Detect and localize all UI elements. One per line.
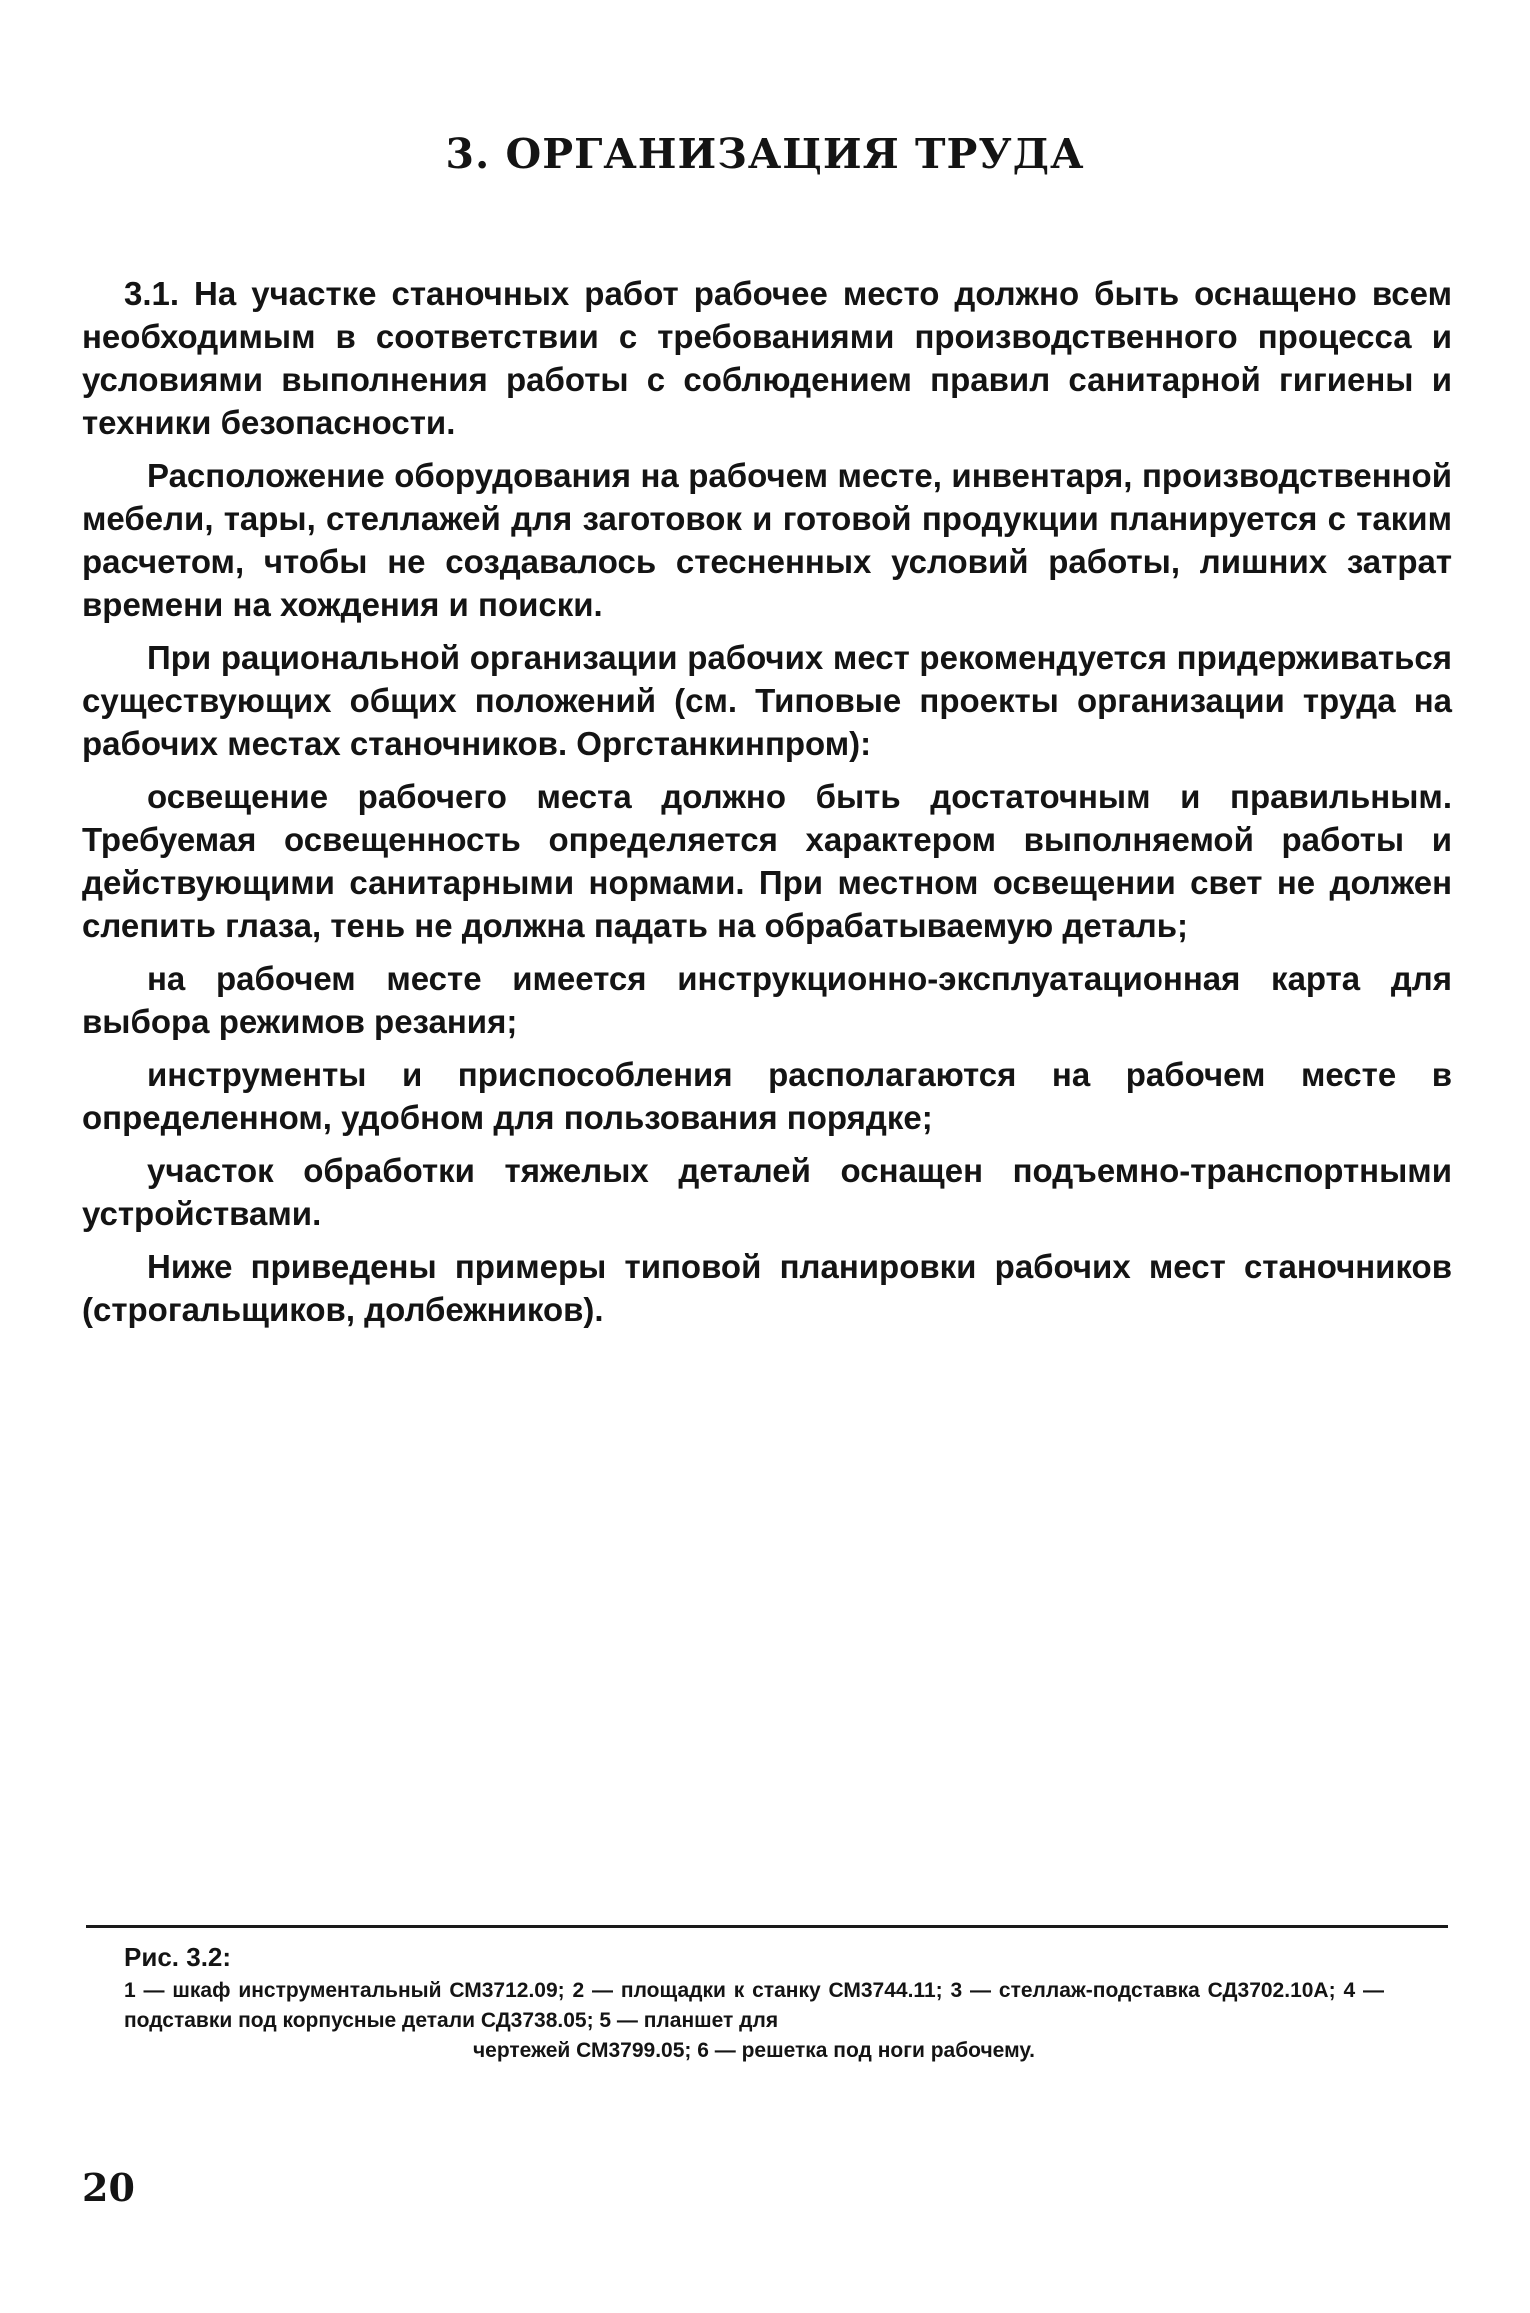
paragraph-3-1: 3.1. На участке станочных работ рабочее место должно быть оснащено всем необходимым в соответствии с требованиями производственного процесса и условиями выполнения работы с соблюдением правил санитарной гигиены и техники безопасности. — [82, 275, 1452, 441]
figure-label: Рис. 3.2: — [124, 1942, 232, 1972]
paragraph-heavy-parts: участок обработки тяжелых деталей оснащен подъемно-транспортными устройствами. — [82, 1152, 1452, 1232]
paragraph-examples: Ниже приведены примеры типовой планировки рабочих мест станочников (строгальщиков, долбежников). — [82, 1248, 1452, 1328]
figure-divider — [86, 1925, 1448, 1928]
page-number: 20 — [82, 2165, 135, 2210]
figure-caption-text: 1 — шкаф инструментальный СМ3712.09; 2 — площадки к станку СМ3744.11; 3 — стеллаж-подставка СД3702.10А; 4 — подставки под корпусные детали СД3738.05; 5 — планшет для — [124, 1979, 1384, 2032]
figure-caption — [124, 1976, 1384, 2066]
paragraph-tools: инструменты и приспособления располагаются на рабочем месте в определенном, удобном для пользования порядке; — [82, 1056, 1452, 1136]
paragraph-rational-organization: При рациональной организации рабочих мест рекомендуется придерживаться существующих общих положений (см. Типовые проекты организации труда на рабочих местах станочников. Оргстанкинпром): — [82, 639, 1452, 762]
body-text — [82, 272, 1452, 1341]
paragraph-lighting: освещение рабочего места должно быть достаточным и правильным. Требуемая освещенность определяется характером выполняемой работы и действующими санитарными нормами. При местном освещении свет не должен слепить глаза, тень не должна падать на обрабатываемую деталь; — [82, 778, 1452, 944]
paragraph-equipment-layout: Расположение оборудования на рабочем месте, инвентаря, производственной мебели, тары, стеллажей для заготовок и готовой продукции планируется с таким расчетом, чтобы не создавалось стесненных условий работы, лишних затрат времени на хождения и поиски. — [82, 457, 1452, 623]
paragraph-instruction-card: на рабочем месте имеется инструкционно-эксплуатационная карта для выбора режимов резания; — [82, 960, 1452, 1040]
section-heading: 3. ОРГАНИЗАЦИЯ ТРУДА — [445, 130, 1085, 178]
figure-caption-last-line: чертежей СМ3799.05; 6 — решетка под ноги рабочему. — [472, 2039, 1036, 2062]
